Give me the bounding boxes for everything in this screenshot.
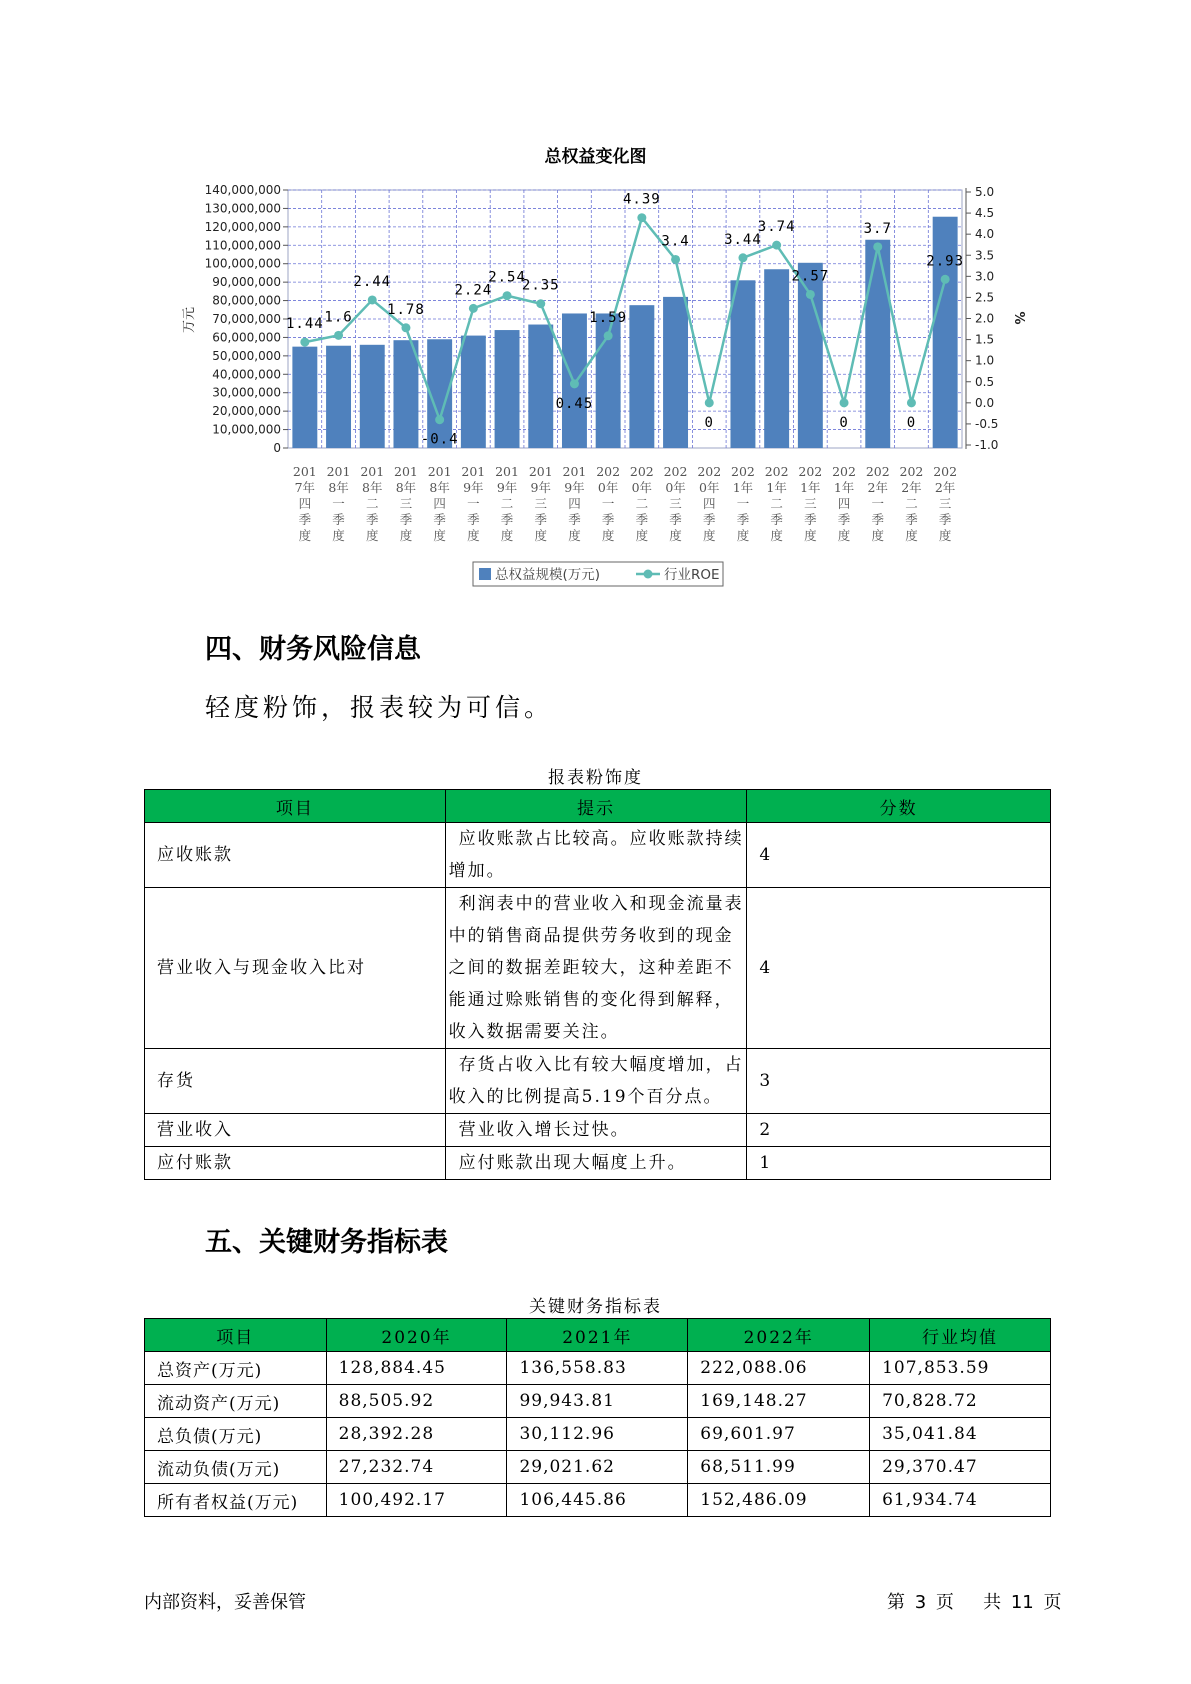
- metric-value: 100,492.17: [326, 1484, 507, 1517]
- x-tick-label: 202: [933, 464, 958, 479]
- risk-score: 3: [747, 1049, 1051, 1114]
- x-tick-label: 三: [399, 496, 413, 511]
- metric-value: 152,486.09: [688, 1484, 870, 1517]
- x-tick-label: 度: [568, 528, 581, 543]
- key-header-2022: 2022年: [688, 1319, 870, 1352]
- metric-value: 136,558.83: [507, 1352, 688, 1385]
- roe-point: [401, 323, 410, 332]
- roe-data-label: 1.59: [589, 309, 628, 326]
- x-tick-label: 8年: [429, 480, 450, 495]
- metric-value: 68,511.99: [688, 1451, 870, 1484]
- section4-heading: 四、财务风险信息: [205, 634, 421, 665]
- key-header-item: 项目: [145, 1319, 327, 1352]
- x-tick-label: 9年: [496, 480, 518, 495]
- key-header-industry: 行业均值: [870, 1319, 1051, 1352]
- y2-tick-label: 2.0: [975, 311, 995, 326]
- x-tick-label: 201: [562, 464, 587, 479]
- x-tick-label: 201: [461, 464, 486, 479]
- x-tick-label: 度: [770, 528, 783, 543]
- risk-item: 存货: [145, 1049, 446, 1114]
- roe-data-label: 4.39: [622, 191, 661, 208]
- legend-line-label: 行业ROE: [664, 567, 720, 583]
- metric-value: 29,021.62: [507, 1451, 688, 1484]
- table-row: [145, 1385, 1051, 1418]
- x-tick-label: 2年: [934, 480, 956, 495]
- x-tick-label: 1年: [833, 480, 855, 495]
- y-tick-label: 140,000,000: [204, 183, 281, 197]
- x-tick-label: 201: [326, 464, 351, 479]
- roe-data-label: 1.78: [387, 301, 425, 318]
- table-row: [145, 1352, 1051, 1385]
- y2-tick-label: -0.5: [975, 416, 999, 431]
- roe-point: [368, 295, 377, 304]
- key-header-2021: 2021年: [507, 1319, 688, 1352]
- metric-value: 169,148.27: [688, 1385, 870, 1418]
- metric-value: 70,828.72: [870, 1385, 1051, 1418]
- legend-bar-label: 总权益规模(万元): [495, 567, 601, 583]
- x-tick-label: 0年: [699, 480, 720, 495]
- x-tick-label: 202: [798, 464, 823, 479]
- x-tick-label: 7年: [294, 480, 316, 495]
- x-tick-label: 度: [669, 528, 682, 543]
- x-tick-label: 二: [635, 496, 649, 511]
- roe-point: [604, 331, 613, 340]
- x-tick-label: 度: [938, 528, 952, 543]
- table-row: [145, 823, 1051, 888]
- roe-data-label: 0.45: [555, 395, 594, 412]
- x-tick-label: 四: [702, 496, 716, 511]
- x-tick-label: 度: [905, 528, 918, 543]
- legend-bar-swatch: [479, 568, 491, 580]
- metric-value: 29,370.47: [870, 1451, 1051, 1484]
- x-tick-label: 8年: [362, 480, 383, 495]
- y-tick-label: 10,000,000: [212, 422, 281, 437]
- page-prefix: 第: [887, 1592, 905, 1613]
- legend-line-marker: [644, 570, 653, 579]
- x-tick-label: 季: [635, 512, 649, 527]
- roe-point: [705, 398, 714, 407]
- risk-hint: 存货占收入比有较大幅度增加，占收入的比例提高5.19个百分点。: [445, 1049, 747, 1114]
- y2-tick-label: 4.0: [975, 227, 995, 242]
- x-tick-label: 202: [629, 464, 654, 479]
- x-tick-label: 202: [832, 464, 856, 479]
- y-tick-label: 80,000,000: [212, 293, 281, 308]
- x-tick-label: 季: [332, 512, 345, 527]
- metric-value: 128,884.45: [326, 1352, 507, 1385]
- risk-score: 2: [747, 1114, 1051, 1147]
- section5-heading: 五、关键财务指标表: [205, 1227, 448, 1258]
- risk-header-hint: 提示: [445, 790, 747, 823]
- x-tick-label: 度: [837, 528, 851, 543]
- y-tick-label: 130,000,000: [204, 201, 281, 216]
- x-tick-label: 201: [495, 464, 519, 479]
- table-row: [145, 1418, 1051, 1451]
- roe-data-label: 0: [906, 414, 917, 431]
- metric-value: 61,934.74: [870, 1484, 1051, 1517]
- roe-data-label: 3.4: [661, 233, 690, 250]
- y-tick-label: 50,000,000: [212, 348, 281, 363]
- key-metrics-table: [144, 1318, 1051, 1517]
- risk-header-score: 分数: [747, 790, 1051, 823]
- roe-point: [469, 304, 478, 313]
- y-tick-label: 20,000,000: [212, 404, 281, 419]
- y-axis-label: 万元: [182, 306, 197, 334]
- bar: [730, 280, 755, 448]
- equity-chart: [0, 0, 1191, 600]
- x-tick-label: 1年: [732, 480, 754, 495]
- x-tick-label: 度: [298, 528, 312, 543]
- y-tick-label: 120,000,000: [204, 219, 281, 234]
- key-table-caption: 关键财务指标表: [529, 1297, 662, 1317]
- x-tick-label: 季: [938, 512, 952, 527]
- x-tick-label: 201: [427, 464, 452, 479]
- metric-label: 流动资产(万元): [145, 1385, 327, 1418]
- x-tick-label: 季: [433, 512, 446, 527]
- y-tick-label: 30,000,000: [212, 385, 281, 400]
- x-tick-label: 度: [871, 528, 885, 543]
- risk-table-caption: 报表粉饰度: [548, 768, 643, 788]
- x-tick-label: 8年: [395, 480, 417, 495]
- x-tick-label: 四: [298, 496, 312, 511]
- x-tick-label: 一: [601, 496, 615, 511]
- total-pages: 11: [1010, 1592, 1034, 1613]
- x-tick-label: 季: [399, 512, 413, 527]
- total-suffix: 页: [1043, 1592, 1062, 1613]
- roe-data-label: 2.44: [353, 273, 392, 290]
- risk-hint: 应收账款占比较高。应收账款持续增加。: [445, 823, 747, 888]
- x-tick-label: 季: [500, 512, 514, 527]
- page-number: 3: [914, 1592, 927, 1613]
- x-tick-label: 9年: [564, 480, 585, 495]
- y2-axis-label: %: [1011, 311, 1026, 325]
- x-tick-label: 度: [332, 528, 345, 543]
- roe-point: [637, 213, 646, 222]
- x-tick-label: 1年: [800, 480, 821, 495]
- bar: [326, 346, 351, 448]
- roe-data-label: 1.44: [285, 316, 324, 333]
- x-tick-label: 度: [702, 528, 716, 543]
- table-row: [145, 1451, 1051, 1484]
- x-tick-label: 季: [534, 512, 548, 527]
- x-tick-label: 2年: [901, 480, 922, 495]
- metric-value: 35,041.84: [870, 1418, 1051, 1451]
- x-tick-label: 四: [837, 496, 851, 511]
- page-mid: 页: [935, 1592, 954, 1613]
- x-tick-label: 季: [736, 512, 750, 527]
- x-tick-label: 201: [394, 464, 418, 479]
- y-tick-label: 110,000,000: [204, 238, 281, 253]
- x-tick-label: 二: [365, 496, 379, 511]
- x-tick-label: 202: [731, 464, 755, 479]
- y2-tick-label: 3.0: [975, 269, 995, 284]
- risk-hint: 应付账款出现大幅度上升。: [445, 1147, 747, 1180]
- roe-point: [334, 331, 343, 340]
- x-tick-label: 季: [467, 512, 480, 527]
- y2-tick-label: 0.5: [975, 374, 995, 389]
- risk-header-item: 项目: [145, 790, 446, 823]
- x-tick-label: 二: [905, 496, 918, 511]
- y-tick-label: 100,000,000: [204, 256, 281, 271]
- x-tick-label: 一: [332, 496, 345, 511]
- roe-point: [536, 299, 545, 308]
- roe-point: [907, 398, 916, 407]
- risk-item: 应付账款: [145, 1147, 446, 1180]
- x-tick-label: 9年: [530, 480, 551, 495]
- x-tick-label: 三: [669, 496, 682, 511]
- x-tick-label: 9年: [463, 480, 484, 495]
- metric-value: 30,112.96: [507, 1418, 688, 1451]
- x-tick-label: 2年: [867, 480, 888, 495]
- roe-point: [806, 290, 815, 299]
- metric-label: 所有者权益(万元): [145, 1484, 327, 1517]
- x-tick-label: 8年: [328, 480, 349, 495]
- x-tick-label: 202: [596, 464, 621, 479]
- roe-data-label: 3.74: [757, 219, 796, 236]
- roe-point: [300, 338, 309, 347]
- x-tick-label: 201: [292, 464, 317, 479]
- x-tick-label: 二: [770, 496, 783, 511]
- bar: [360, 345, 385, 448]
- table-row: [145, 1147, 1051, 1180]
- x-tick-label: 二: [500, 496, 514, 511]
- bar: [528, 325, 553, 448]
- metric-value: 106,445.86: [507, 1484, 688, 1517]
- section4-paragraph: 轻度粉饰，报表较为可信。: [205, 693, 554, 722]
- risk-item: 应收账款: [145, 823, 446, 888]
- y-tick-label: 70,000,000: [212, 312, 281, 326]
- risk-hint: 营业收入增长过快。: [445, 1114, 747, 1147]
- roe-point: [435, 415, 444, 424]
- metric-value: 88,505.92: [326, 1385, 507, 1418]
- footer-note: 内部资料，妥善保管: [144, 1592, 306, 1613]
- x-tick-label: 季: [669, 512, 682, 527]
- x-tick-label: 度: [500, 528, 514, 543]
- metric-value: 69,601.97: [688, 1418, 870, 1451]
- x-tick-label: 四: [433, 496, 446, 511]
- y2-tick-label: 2.5: [975, 290, 995, 305]
- x-tick-label: 季: [298, 512, 312, 527]
- x-tick-label: 0年: [665, 480, 686, 495]
- roe-point: [671, 255, 680, 264]
- y2-tick-label: 0.0: [975, 395, 995, 410]
- bar: [461, 336, 486, 448]
- y2-tick-label: 1.5: [975, 332, 995, 347]
- roe-point: [873, 242, 882, 251]
- x-tick-label: 度: [601, 528, 615, 543]
- risk-hint: 利润表中的营业收入和现金流量表中的销售商品提供劳务收到的现金之间的数据差距较大，这种差距不能通过赊账销售的变化得到解释，收入数据需要关注。: [445, 888, 747, 1049]
- x-tick-label: 1年: [766, 480, 787, 495]
- roe-point: [941, 275, 950, 284]
- x-tick-label: 季: [568, 512, 581, 527]
- y-tick-label: 90,000,000: [212, 275, 281, 290]
- table-row: [145, 1049, 1051, 1114]
- bar: [663, 297, 688, 448]
- y-tick-label: 40,000,000: [212, 367, 281, 382]
- page-indicator: [887, 1588, 1061, 1614]
- roe-point: [772, 241, 781, 250]
- x-tick-label: 度: [635, 528, 649, 543]
- metric-value: 107,853.59: [870, 1352, 1051, 1385]
- x-tick-label: 三: [534, 496, 548, 511]
- roe-point: [738, 253, 747, 262]
- bar: [495, 330, 520, 448]
- roe-data-label: 2.24: [454, 282, 493, 299]
- table-row: [145, 888, 1051, 1049]
- roe-data-label: 3.7: [863, 220, 892, 237]
- y2-tick-label: -1.0: [975, 438, 999, 452]
- metric-value: 27,232.74: [326, 1451, 507, 1484]
- x-tick-label: 四: [568, 496, 581, 511]
- roe-data-label: 1.6: [324, 309, 353, 326]
- x-tick-label: 季: [905, 512, 918, 527]
- roe-data-label: 2.35: [521, 277, 560, 294]
- risk-table: [144, 789, 1051, 1180]
- x-tick-label: 202: [899, 464, 924, 479]
- metric-value: 222,088.06: [688, 1352, 870, 1385]
- key-header-2020: 2020年: [326, 1319, 507, 1352]
- bar: [393, 340, 418, 448]
- y2-tick-label: 4.5: [975, 206, 995, 221]
- bar: [933, 217, 958, 448]
- x-tick-label: 季: [365, 512, 379, 527]
- table-row: [145, 1484, 1051, 1517]
- roe-data-label: 2.54: [488, 269, 526, 286]
- x-tick-label: 度: [433, 528, 446, 543]
- x-tick-label: 季: [804, 512, 817, 527]
- x-tick-label: 一: [736, 496, 750, 511]
- roe-point: [503, 291, 512, 300]
- total-prefix: 共: [983, 1592, 1002, 1613]
- metric-label: 总资产(万元): [145, 1352, 327, 1385]
- x-tick-label: 三: [804, 496, 817, 511]
- risk-score: 1: [747, 1147, 1051, 1180]
- y2-tick-label: 1.0: [975, 353, 995, 368]
- x-tick-label: 三: [938, 496, 952, 511]
- x-tick-label: 201: [360, 464, 385, 479]
- table-row: [145, 1114, 1051, 1147]
- roe-data-label: 3.44: [724, 231, 762, 248]
- x-tick-label: 度: [399, 528, 413, 543]
- x-tick-label: 季: [601, 512, 615, 527]
- x-tick-label: 季: [837, 512, 851, 527]
- metric-label: 总负债(万元): [145, 1418, 327, 1451]
- bar: [629, 305, 654, 448]
- metric-label: 流动负债(万元): [145, 1451, 327, 1484]
- x-tick-label: 季: [770, 512, 783, 527]
- x-tick-label: 一: [871, 496, 885, 511]
- risk-score: 4: [747, 888, 1051, 1049]
- x-tick-label: 202: [663, 464, 688, 479]
- roe-data-label: 0: [839, 414, 849, 431]
- roe-point: [840, 398, 849, 407]
- bar: [865, 240, 890, 448]
- x-tick-label: 度: [365, 528, 379, 543]
- x-tick-label: 202: [764, 464, 789, 479]
- bar: [764, 269, 789, 448]
- x-tick-label: 202: [697, 464, 722, 479]
- roe-data-label: 0: [704, 414, 714, 431]
- x-tick-label: 0年: [597, 480, 619, 495]
- y-tick-label: 60,000,000: [212, 330, 281, 345]
- x-tick-label: 度: [534, 528, 548, 543]
- x-tick-label: 0年: [631, 480, 653, 495]
- x-tick-label: 度: [736, 528, 750, 543]
- x-tick-label: 季: [702, 512, 716, 527]
- roe-data-label: -0.4: [420, 431, 459, 448]
- x-tick-label: 一: [467, 496, 480, 511]
- risk-item: 营业收入: [145, 1114, 446, 1147]
- x-tick-label: 度: [804, 528, 817, 543]
- x-tick-label: 度: [467, 528, 480, 543]
- y2-tick-label: 3.5: [975, 248, 995, 263]
- bar: [292, 347, 317, 448]
- metric-value: 28,392.28: [326, 1418, 507, 1451]
- risk-score: 4: [747, 823, 1051, 888]
- x-tick-label: 202: [865, 464, 890, 479]
- risk-item: 营业收入与现金收入比对: [145, 888, 446, 1049]
- roe-point: [570, 379, 579, 388]
- x-tick-label: 201: [528, 464, 553, 479]
- chart-title: 总权益变化图: [544, 147, 647, 167]
- roe-data-label: 2.93: [926, 253, 965, 270]
- roe-data-label: 2.57: [791, 268, 830, 285]
- metric-value: 99,943.81: [507, 1385, 688, 1418]
- y-tick-label: 0: [273, 441, 281, 455]
- y2-tick-label: 5.0: [975, 185, 995, 199]
- x-tick-label: 季: [871, 512, 885, 527]
